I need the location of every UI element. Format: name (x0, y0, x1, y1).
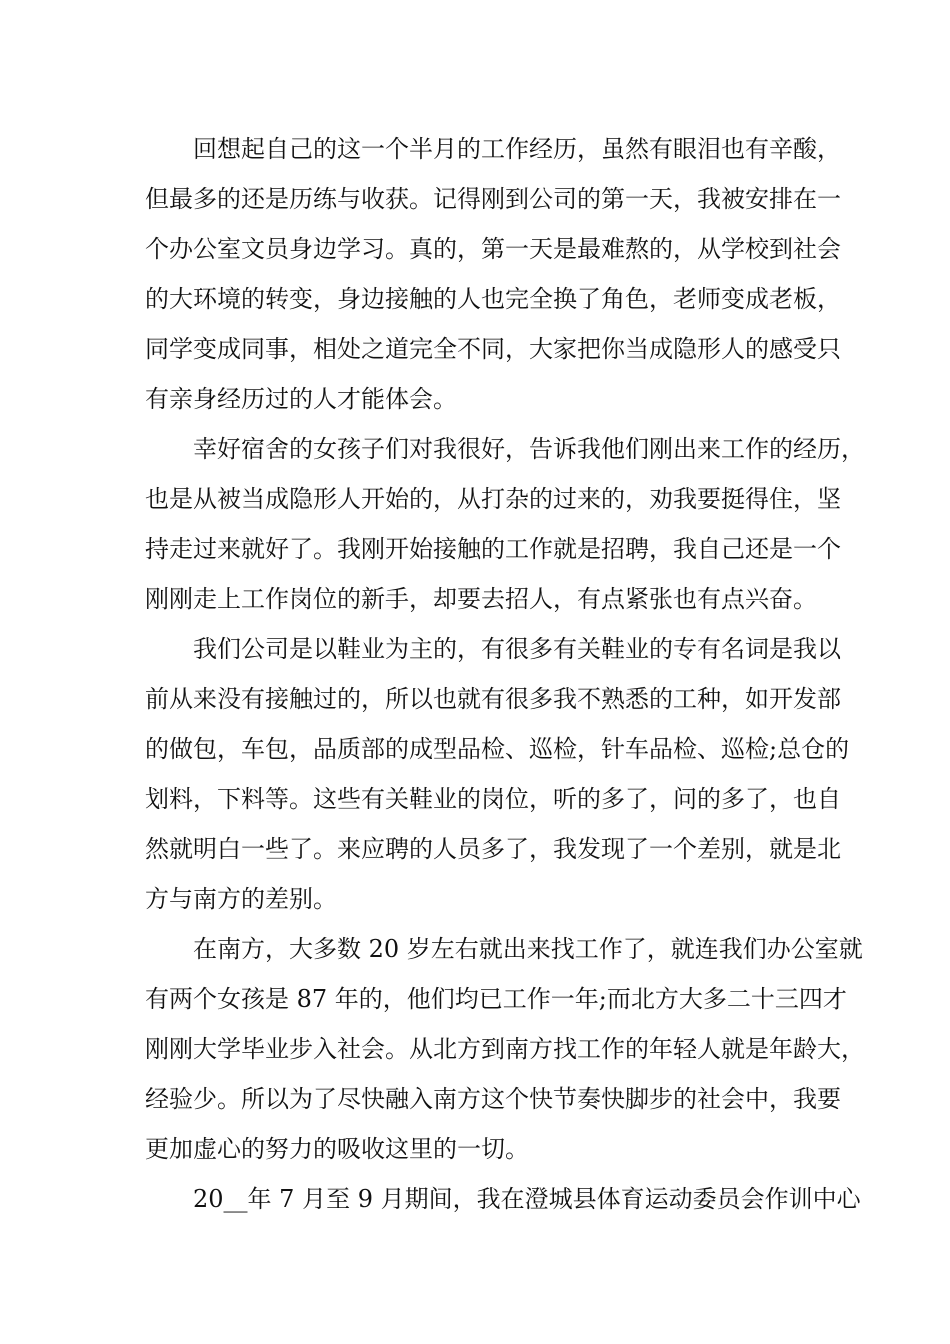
paragraph-3-line-5: 然就明白一些了。来应聘的人员多了，我发现了一个差别，就是北 (145, 835, 841, 863)
paragraph-2-line-4: 刚刚走上工作岗位的新手，却要去招人，有点紧张也有点兴奋。 (145, 585, 817, 613)
paragraph-1-line-1: 回想起自己的这一个半月的工作经历，虽然有眼泪也有辛酸， (193, 135, 841, 163)
paragraph-2-line-1: 幸好宿舍的女孩子们对我很好，告诉我他们刚出来工作的经历， (193, 435, 865, 463)
paragraph-2-line-3: 持走过来就好了。我刚开始接触的工作就是招聘，我自己还是一个 (145, 535, 841, 563)
paragraph-3-line-3: 的做包，车包，品质部的成型品检、巡检，针车品检、巡检;总仓的 (145, 735, 850, 763)
paragraph-4-line-4: 经验少。所以为了尽快融入南方这个快节奏快脚步的社会中，我要 (145, 1085, 841, 1113)
paragraph-3-line-6: 方与南方的差别。 (145, 885, 337, 913)
paragraph-1-line-2: 但最多的还是历练与收获。记得刚到公司的第一天，我被安排在一 (145, 185, 841, 213)
paragraph-1-line-3: 个办公室文员身边学习。真的，第一天是最难熬的，从学校到社会 (145, 235, 841, 263)
paragraph-1-line-6: 有亲身经历过的人才能体会。 (145, 385, 457, 413)
paragraph-4-line-5: 更加虚心的努力的吸收这里的一切。 (145, 1135, 529, 1163)
paragraph-4-line-3: 刚刚大学毕业步入社会。从北方到南方找工作的年轻人就是年龄大， (145, 1035, 865, 1063)
paragraph-3-line-1: 我们公司是以鞋业为主的，有很多有关鞋业的专有名词是我以 (193, 635, 841, 663)
paragraph-1-line-5: 同学变成同事，相处之道完全不同，大家把你当成隐形人的感受只 (145, 335, 841, 363)
paragraph-4-line-1: 在南方，大多数 20 岁左右就出来找工作了，就连我们办公室就 (193, 935, 863, 963)
paragraph-2-line-2: 也是从被当成隐形人开始的，从打杂的过来的，劝我要挺得住，坚 (145, 485, 841, 513)
paragraph-3-line-2: 前从来没有接触过的，所以也就有很多我不熟悉的工种，如开发部 (145, 685, 841, 713)
paragraph-5-line-1: 20__年 7 月至 9 月期间，我在澄城县体育运动委员会作训中心 (193, 1185, 861, 1213)
paragraph-4-line-2: 有两个女孩是 87 年的，他们均已工作一年;而北方大多二十三四才 (145, 985, 847, 1013)
paragraph-3-line-4: 划料，下料等。这些有关鞋业的岗位，听的多了，问的多了，也自 (145, 785, 841, 813)
paragraph-1-line-4: 的大环境的转变，身边接触的人也完全换了角色，老师变成老板， (145, 285, 841, 313)
